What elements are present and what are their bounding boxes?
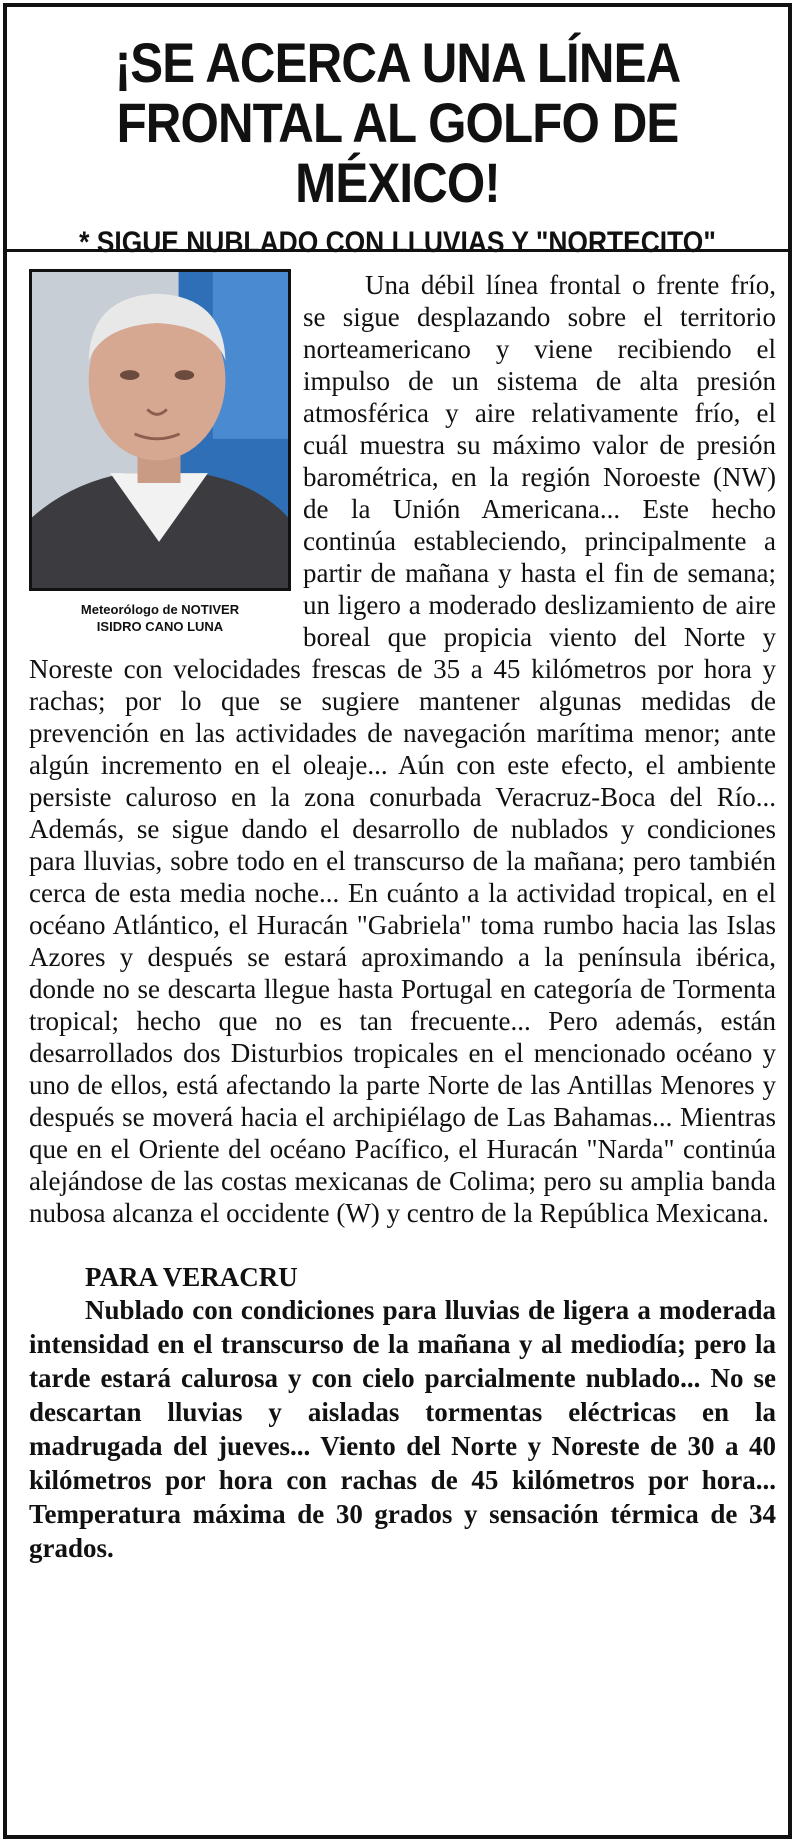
photo-caption (29, 601, 291, 635)
forecast-title: PARA VERACRU (85, 1262, 298, 1292)
headline (54, 33, 741, 213)
article-frame (3, 3, 792, 1839)
photo-caption-line-1: Meteorólogo de NOTIVER (80, 602, 240, 617)
article-body: Una débil línea frontal o frente frío, se sigue desplazando sobre el territorio norteamericano y viene recibiendo el impulso de un sistema de alta presión atmosférica y aire relativamente frío, el cuál muestra su máximo valor de presión barométrica, en la región Noroeste (NW) de la Unión Americana... Este hecho continúa estableciendo, principalmente a partir de mañana y hasta el fin de semana; un ligero a moderado deslizamiento de aire boreal que propicia viento del Norte y Noreste con velocidades frescas de 35 a 45 kilómetros por hora y rachas; por lo que se sugiere mantener algunas medidas de prevención en las actividades de navegación marítima menor; ante algún incremento en el oleaje... Aún con este efecto, el ambiente persiste caluroso en la zona conurbada Veracruz-Boca del Río... Además, se sigue dando el desarrollo de nublados y condiciones para lluvias, sobre todo en el transcurso de la mañana; pero también cerca de esta media noche... En cuánto a la actividad tropical, en el océano Atlántico, el Huracán "Gabriela" toma rumbo hacia las Islas Azores y después se estará aproximando a la península ibérica, donde no se descarta llegue hasta Portugal en categoría de Tormenta tropical; hecho que no es tan frecuente... Pero además, están desarrollados dos Disturbios tropicales en el mencionado océano y uno de ellos, está afectando la parte Norte de las Antillas Menores y después se moverá hacia el archipiélago de Las Bahamas... Mientras que en el Oriente del océano Pacífico, el Huracán "Narda" continúa alejándose de las costas mexicanas de Colima; pero su amplia banda nubosa alcanza el occidente (W) y centro de la República Mexicana. (29, 270, 776, 1228)
forecast-section (29, 1229, 776, 1565)
photo-caption-line-2: ISIDRO CANO LUNA (96, 619, 224, 634)
headline-line-2: FRONTAL AL GOLFO DE MÉXICO! (116, 91, 679, 214)
header-divider (7, 249, 788, 252)
subheadline: * SIGUE NUBLADO CON LLUVIAS Y "NORTECITO" (79, 226, 716, 259)
headline-line-1: ¡SE ACERCA UNA LÍNEA (114, 31, 681, 94)
forecast-text: Nublado con condiciones para lluvias de ligera a moderada intensidad en el transcurso de la mañana y al mediodía; pero la tarde estará calurosa y con cielo parcialmente nublado... No se descartan lluvias y aisladas tormentas eléctricas en la madrugada del jueves... Viento del Norte y Noreste de 30 a 40 kilómetros por hora con rachas de 45 kilómetros por hora... Temperatura máxima de 30 grados y sensación térmica de 34 grados. (29, 1295, 776, 1563)
author-photo (29, 269, 291, 591)
article-content (29, 269, 776, 1565)
author-photo-block (29, 269, 291, 635)
